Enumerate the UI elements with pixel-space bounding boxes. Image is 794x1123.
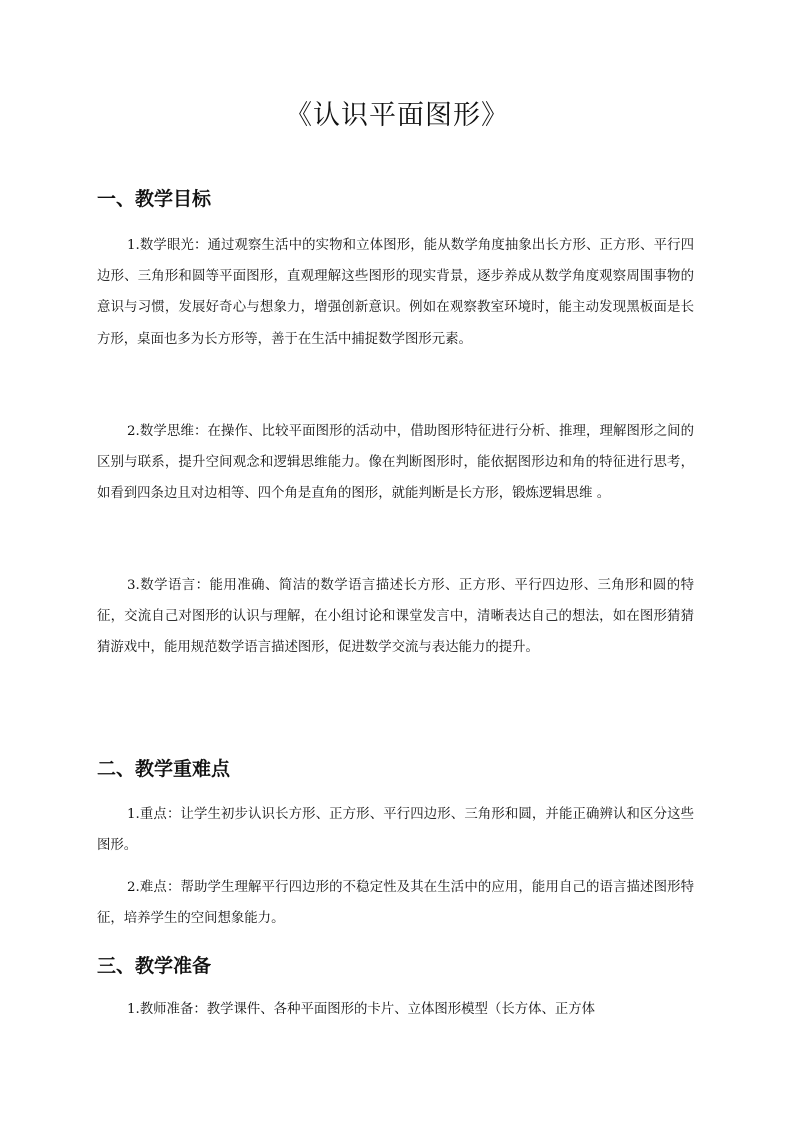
paragraph-objective-1: 1.数学眼光：通过观察生活中的实物和立体图形，能从数学角度抽象出长方形、正方形、平行四边形、三角形和圆等平面图形，直观理解这些图形的现实背景，逐步养成从数学角度观察周围事物的意识与习惯，发展好奇心与想象力，增强创新意识。例如在观察教室环境时，能主动发现黑板面是长方形，桌面也多为长方形等，善于在生活中捕捉数学图形元素。 [97,238,694,347]
document-title: 《认识平面图形》 [285,100,509,131]
paragraph-objective-3: 3.数学语言：能用准确、简洁的数学语言描述长方形、正方形、平行四边形、三角形和圆的特征，交流自己对图形的认识与理解，在小组讨论和课堂发言中，清晰表达自己的想法，如在图形猜猜猜游戏中，能用规范数学语言描述图形，促进数学交流与表达能力的提升。 [97,578,694,656]
paragraph-teacher-prep: 1.教师准备：教学课件、各种平面图形的卡片、立体图形模型（长方体、正方体 [127,1002,596,1017]
paragraph-key-point: 1.重点：让学生初步认识长方形、正方形、平行四边形、三角形和圆，并能正确辨认和区分这些图形。 [97,807,694,854]
paragraph-difficulty: 2.难点：帮助学生理解平行四边形的不稳定性及其在生活中的应用，能用自己的语言描述图形特征，培养学生的空间想象能力。 [97,880,694,927]
section-heading-key-points: 二、教学重难点 [97,758,231,780]
section-heading-objectives: 一、教学目标 [97,188,212,210]
paragraph-objective-2: 2.数学思维：在操作、比较平面图形的活动中，借助图形特征进行分析、推理，理解图形之间的区别与联系，提升空间观念和逻辑思维能力。像在判断图形时，能依据图形边和角的特征进行思考，如看到四条边且对边相等、四个角是直角的图形，就能判断是长方形，锻炼逻辑思维 。 [97,424,694,502]
section-heading-preparation: 三、教学准备 [97,955,212,977]
